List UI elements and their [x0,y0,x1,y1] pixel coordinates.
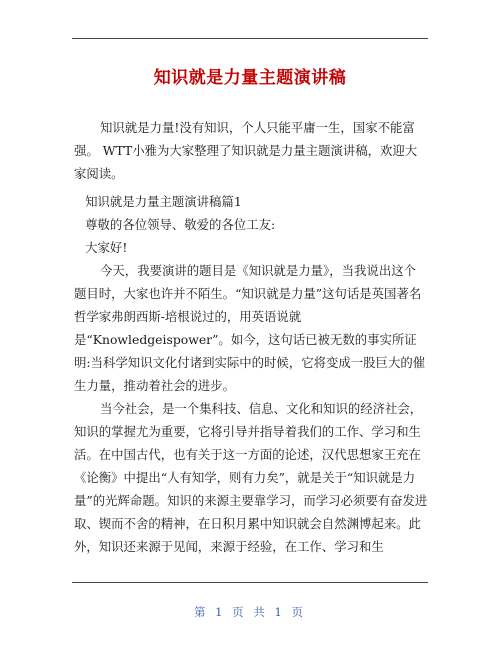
body-paragraph: 当今社会，是一个集科技、信息、文化和知识的经济社会，知识的掌握尤为重要，它将引导并指导着我们的工作、学习和生活。在中国古代，也有关于这一方面的论述，汉代思想家王充在《论衡》中提出“人有知学，则有力矣”，就是关于“知识就是力量”的光辉命题。知识的来源主要靠学习，而学习必须要有奋发进取、锲而不舍的精神，在日积月累中知识就会自然渊博起来。此外，知识还来源于见闻，来源于经验，在工作、学习和生 [74,401,428,554]
section-heading: 知识就是力量主题演讲稿篇1 [85,194,242,209]
greeting: 大家好! [85,240,128,255]
intro-paragraph: 知识就是力量!没有知识，个人只能平庸一生，国家不能富强。 WTT小雅为大家整理了知识就是力量主题演讲稿，欢迎大家阅读。 [74,120,418,181]
document-title: 知识就是力量主题演讲稿 [153,68,347,88]
page-number: 第 1 页 共 1 页 [194,605,306,619]
header-divider [72,38,428,39]
salutation: 尊敬的各位领导、敬爱的各位工友: [85,217,276,232]
document-body [74,116,428,558]
footer-divider [72,582,428,583]
body-paragraph: 今天，我要演讲的题目是《知识就是力量》，当我说出这个题目时，大家也许并不陌生。“知识就是力量”这句话是英国著名哲学家弗朗西斯-培根说过的，用英语说就是“Knowledgeispower”。如今，这句话已被无数的事实所证明:当科学知识文化付诸到实际中的时候，它将变成一股巨大的催生力量，推动着社会的进步。 [74,263,426,393]
